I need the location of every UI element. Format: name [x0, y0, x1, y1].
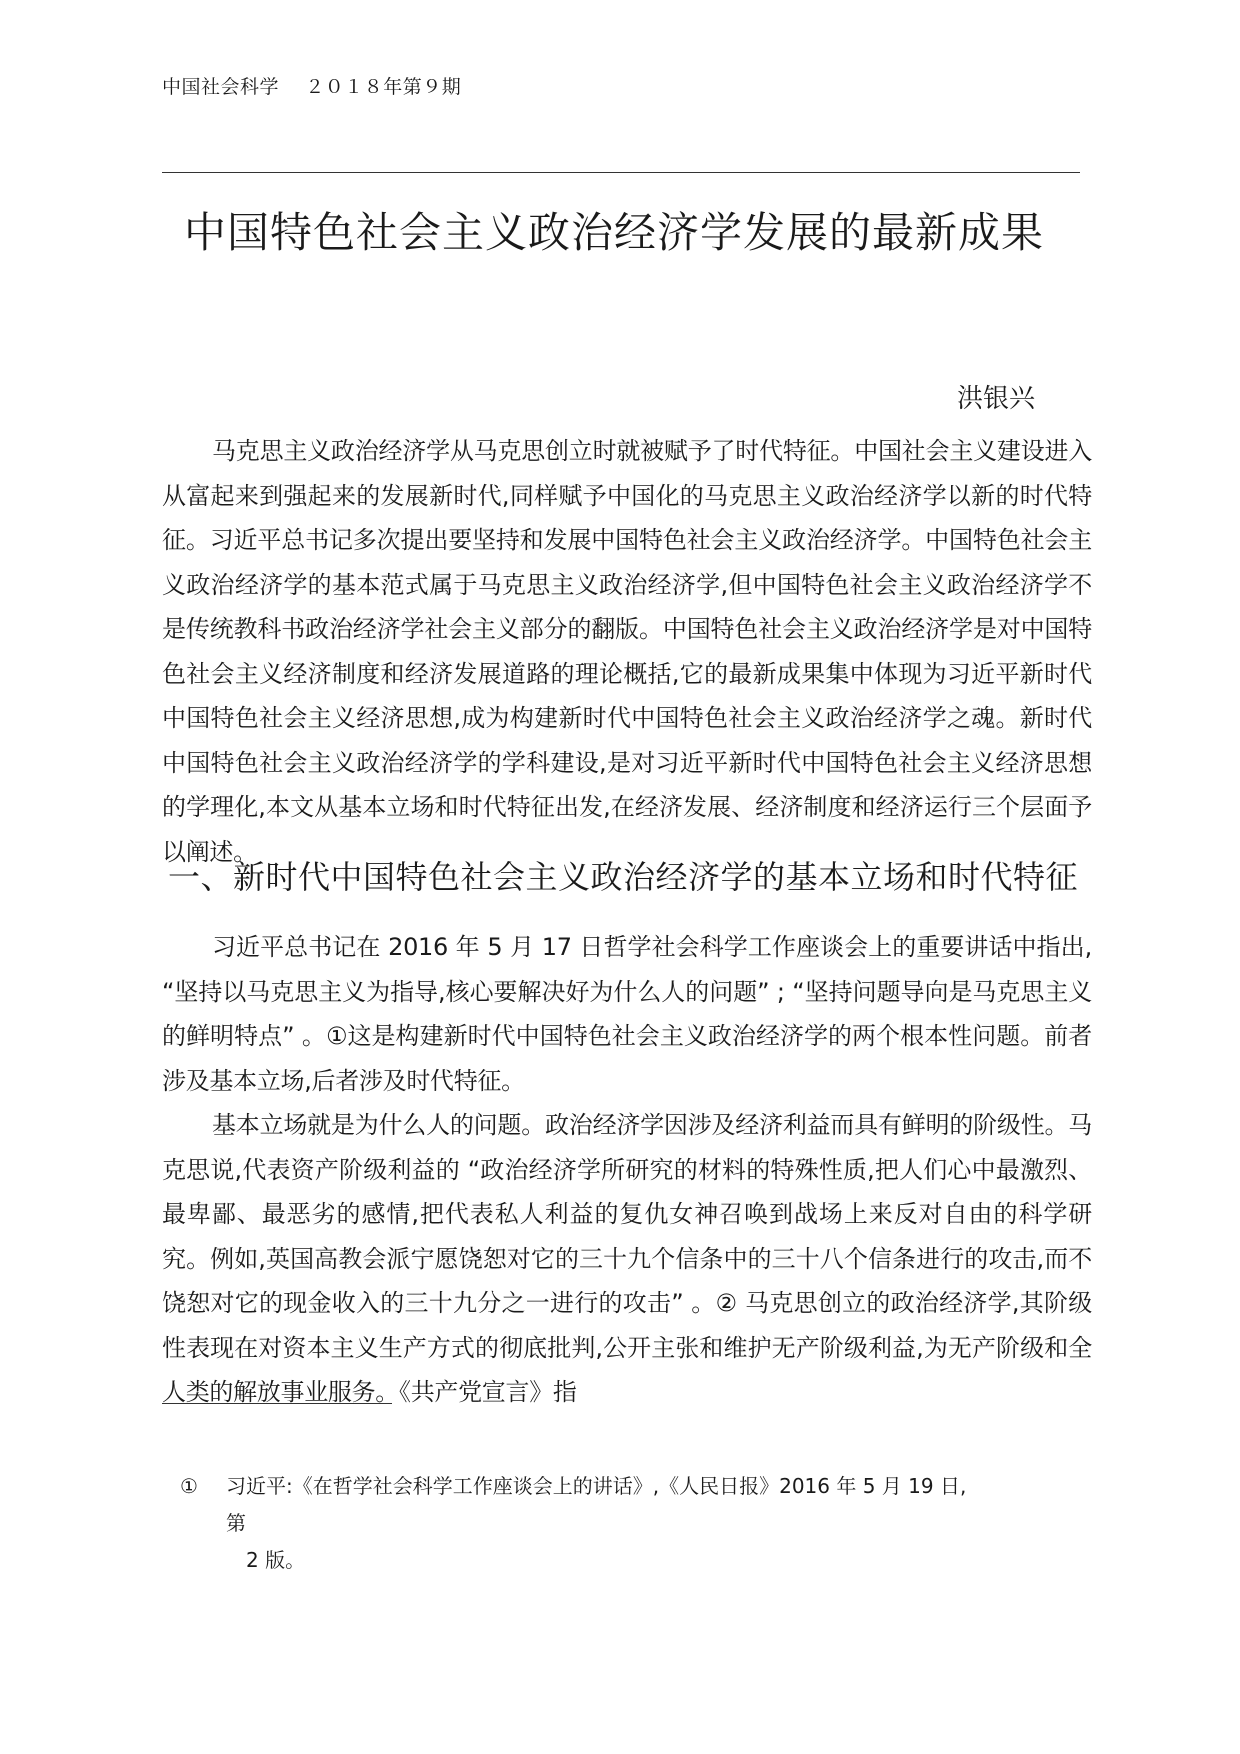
- footnote-text: [180, 1468, 980, 1579]
- body-paragraph: 习近平总书记在 2016 年 5 月 17 日哲学社会科学工作座谈会上的重要讲话中指出, “坚持以马克思主义为指导,核心要解决好为什么人的问题” ; “坚持问题导向是马克思主义的鲜明特点” 。①这是构建新时代中国特色社会主义政治经济学的两个根本性问题。前者涉及基本立场,后者涉及时代特征。: [162, 933, 1092, 1095]
- header-rule: [162, 172, 1080, 173]
- footnote-marker: ①: [180, 1474, 198, 1498]
- abstract-paragraph: 马克思主义政治经济学从马克思创立时就被赋予了时代特征。中国社会主义建设进入从富起来到强起来的发展新时代,同样赋予中国化的马克思主义政治经济学以新的时代特征。习近平总书记多次提出要坚持和发展中国特色社会主义政治经济学。中国特色社会主义政治经济学的基本范式属于马克思主义政治经济学,但中国特色社会主义政治经济学不是传统教科书政治经济学社会主义部分的翻版。中国特色社会主义政治经济学是对中国特色社会主义经济制度和经济发展道路的理论概括,它的最新成果集中体现为习近平新时代中国特色社会主义经济思想,成为构建新时代中国特色社会主义政治经济学之魂。新时代中国特色社会主义政治经济学的学科建设,是对习近平新时代中国特色社会主义经济思想的学理化,本文从基本立场和时代特征出发,在经济发展、经济制度和经济运行三个层面予以阐述。: [162, 437, 1092, 866]
- footnote-line: 习近平:《在哲学社会科学工作座谈会上的讲话》,《人民日报》2016 年 5 月 19 日,第: [226, 1474, 967, 1535]
- running-header: [162, 72, 461, 99]
- footnote-rule: [162, 1403, 392, 1404]
- body-paragraph: 基本立场就是为什么人的问题。政治经济学因涉及经济利益而具有鲜明的阶级性。马克思说,代表资产阶级利益的 “政治经济学所研究的材料的特殊性质,把人们心中最激烈、最卑鄙、最恶劣的感情,把代表私人利益的复仇女神召唤到战场上来反对自由的科学研究。例如,英国高教会派宁愿饶恕对它的三十九个信条中的三十八个信条进行的攻击,而不饶恕对它的现金收入的三十九分之一进行的攻击” 。② 马克思创立的政治经济学,其阶级性表现在对资本主义生产方式的彻底批判,公开主张和维护无产阶级利益,为无产阶级和全人类的解放事业服务。《共产党宣言》指: [162, 1111, 1092, 1406]
- article-title: 中国特色社会主义政治经济学发展的最新成果: [184, 208, 1045, 257]
- issue-number: ２０１８年第９期: [305, 76, 462, 98]
- author-name: 洪银兴: [957, 384, 1036, 414]
- footnote: [180, 1468, 980, 1579]
- section-heading: 一、新时代中国特色社会主义政治经济学的基本立场和时代特征: [168, 858, 1079, 896]
- footnote-line: 2 版。: [246, 1548, 306, 1572]
- journal-name: 中国社会科学: [162, 76, 280, 98]
